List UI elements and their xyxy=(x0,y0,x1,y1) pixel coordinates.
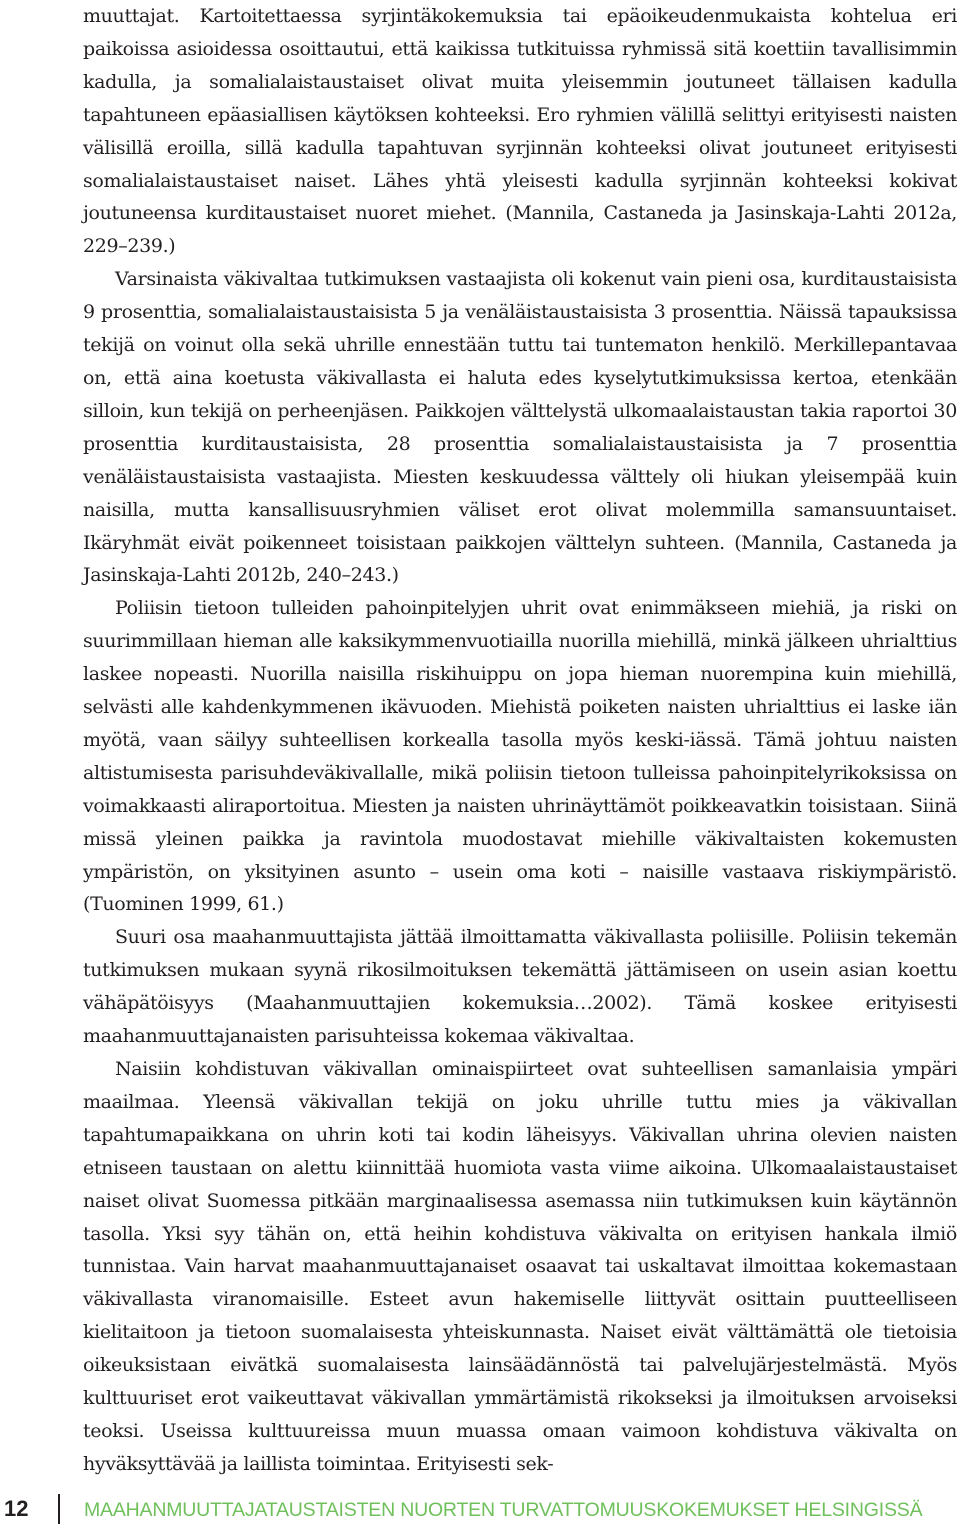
page-number: 12 xyxy=(4,1496,29,1521)
paragraph-violence-against-women: Naisiin kohdistuvan väkivallan ominaispiirteet ovat suhteellisen samanlaisia ympäri maailmaa. Yleensä väkivallan tekijä on joku uhrille tuttu mies ja väkivallan tapahtumapaikkana on uhrin koti tai kodin läheisyys. Väkivallan uhrina olevien naisten etniseen taustaan on alettu kiinnittää huomiota vasta viime aikoina. Ulkomaalaistaustaiset naiset olivat Suomessa pitkään marginaalisessa asemassa niin tutkimuksen kuin käytännön tasolla. Yksi syy tähän on, että heihin kohdistuva väkivalta on erityisen hankala ilmiö tunnistaa. Vain harvat maahanmuuttajanaiset osaavat tai uskaltavat ilmoittaa kokemastaan väkivallasta viranomaisille. Esteet avun hakemiselle liittyvät osittain puutteelliseen kielitaitoon ja tietoon suomalaisesta yhteiskunnasta. Naiset eivät välttämättä ole tietoisia oikeuksistaan eivätkä suomalaisesta lainsäädännöstä tai palvelujärjestelmästä. Myös kulttuuriset erot vaikeuttavat väkivallan ymmärtämistä rikokseksi ja ilmoituksen arvoiseksi teoksi. Useissa kulttuureissa muun muassa omaan vaimoon kohdistuva väkivalta on hyväksyttävää ja laillista toimintaa. Erityisesti sek- xyxy=(83,1058,957,1475)
paragraph-violence-survey: Varsinaista väkivaltaa tutkimuksen vastaajista oli kokenut vain pieni osa, kurditaustaisista 9 prosenttia, somalialaistaustaisista 5 ja venäläistaustaisista 3 prosenttia. Näissä tapauksissa tekijä on voinut olla sekä uhrille ennestään tuttu tai tuntematon henkilö. Merkillepantavaa on, että aina koetusta väkivallasta ei haluta edes kyselytutkimuksissa kertoa, etenkään silloin, kun tekijä on perheenjäsen. Paikkojen välttelystä ulkomaalaistaustan takia raportoi 30 prosenttia kurditaustaisista, 28 prosenttia somalialaistaustaisista ja 7 prosenttia venäläistaustaisista vastaajista. Miesten keskuudessa välttely oli hiukan yleisempää kuin naisilla, mutta kansallisuusryhmien väliset erot olivat molemmilla samansuuntaiset. Ikäryhmät eivät poikenneet toisistaan paikkojen välttelyn suhteen. (Mannila, Castaneda ja Jasinskaja-Lahti 2012b, 240–243.) xyxy=(83,268,957,587)
footer-divider xyxy=(58,1494,60,1524)
paragraph-underreporting: Suuri osa maahanmuuttajista jättää ilmoittamatta väkivallasta poliisille. Poliisin tekemän tutkimuksen mukaan syynä rikosilmoituksen tekemättä jättämiseen on usein asian koettu vähäpätöisyys (Maahanmuuttajien kokemuksia…2002). Tämä koskee erityisesti maahanmuuttajanaisten parisuhteissa kokemaa väkivaltaa. xyxy=(83,926,957,1048)
paragraph-police-statistics: Poliisin tietoon tulleiden pahoinpitelyjen uhrit ovat enimmäkseen miehiä, ja riski on suurimmillaan hieman alle kaksikymmenvuotiailla nuorilla miehillä, minkä jälkeen uhrialttius laskee nopeasti. Nuorilla naisilla riskihuippu on jopa hieman nuorempina kuin miehillä, selvästi alle kahdenkymmenen ikävuoden. Miehistä poiketen naisten uhrialttius ei laske iän myötä, vaan säilyy suhteellisen korkealla tasolla myös keski-iässä. Tämä johtuu naisten altistumisesta parisuhdeväkivallalle, mikä poliisin tietoon tulleissa pahoinpitelyrikoksissa on voimakkaasti aliraportoitua. Miesten ja naisten uhrinäyttämöt poikkeavatkin toisistaan. Siinä missä yleinen paikka ja ravintola muodostavat miehille väkivaltaisten kokemusten ympäristön, on yksityinen asunto – usein oma koti – naisille vastaava riskiympäristö. (Tuominen 1999, 61.) xyxy=(83,597,957,916)
page-body-text xyxy=(83,0,957,1481)
page-footer xyxy=(0,1488,960,1530)
running-title: MAAHANMUUTTAJATAUSTAISTEN NUORTEN TURVATTOMUUSKOKEMUKSET HELSINGISSÄ xyxy=(84,1499,923,1521)
paragraph-continued: muuttajat. Kartoitettaessa syrjintäkokemuksia tai epäoikeudenmukaista kohtelua eri paikoissa asioidessa osoittautui, että kaikissa tutkituissa ryhmissä sitä koettiin tavallisimmin kadulla, ja somalialaistaustaiset olivat muita yleisemmin joutuneet tällaisen kadulla tapahtuneen epäasiallisen käytöksen kohteeksi. Ero ryhmien välillä selittyi erityisesti naisten välisillä eroilla, sillä kadulla tapahtuvan syrjinnän kohteeksi olivat joutuneet erityisesti somalialaistaustaiset naiset. Lähes yhtä yleisesti kadulla syrjinnän kohteeksi kokivat joutuneensa kurditaustaiset nuoret miehet. (Mannila, Castaneda ja Jasinskaja-Lahti 2012a, 229–239.) xyxy=(83,5,957,258)
